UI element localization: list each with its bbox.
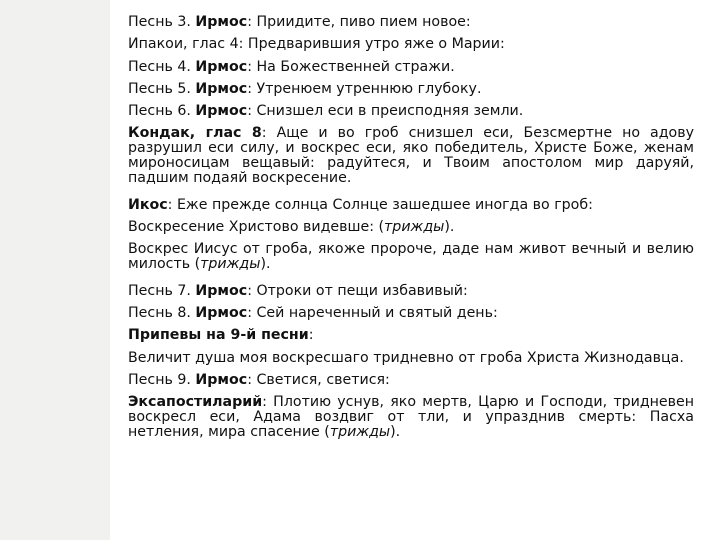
- eksapostilariy-paragraph: Эксапостиларий: Плотию уснув, яко мертв, Царю и Господи, тридневен воскресл еси, Адама воздвиг от тли, и упразднив смерть: Пасха нетления, мира спасение (трижды).: [128, 394, 694, 441]
- text-line: Величит душа моя воскресшаго тридневно от гроба Христа Жизнодавца.: [128, 349, 684, 366]
- decorative-side-band: [0, 0, 110, 540]
- text-line: Песнь 9. Ирмос: Светися, светися:: [128, 371, 390, 388]
- text-line: Песнь 5. Ирмос: Утренюем утреннюю глубоку.: [128, 80, 482, 97]
- text-line: Песнь 4. Ирмос: На Божественней стражи.: [128, 58, 455, 75]
- text-line: Ипакои, глас 4: Предварившия утро яже о Марии:: [128, 36, 505, 53]
- hymn-text-area: [128, 11, 694, 440]
- text-line: Песнь 8. Ирмос: Сей нареченный и святый день:: [128, 304, 498, 321]
- text-line: Песнь 3. Ирмос: Приидите, пиво пием новое:: [128, 14, 471, 30]
- voskres-paragraph: Воскрес Иисус от гроба, якоже пророче, даде нам живот вечный и велию милость (трижды).: [128, 241, 694, 273]
- text-line: Песнь 7. Ирмос: Отроки от пещи избавивый:: [128, 282, 468, 299]
- kondak-paragraph: Кондак, глас 8: Аще и во гроб снизшел еси, Безсмертне но адову разрушил еси силу, и воскрес еси, яко победитель, Христе Боже, женам мироносицам вещавый: радуйтеся, и Твоим апостолом мир даруяй, падшим подаяй воскресение.: [128, 125, 694, 187]
- voskresenie-line: Воскресение Христово видевше: (трижды).: [128, 219, 455, 236]
- text-line: Припевы на 9-й песни:: [128, 327, 314, 344]
- text-line: Песнь 6. Ирмос: Снизшел еси в преисподняя земли.: [128, 103, 524, 120]
- ikos-line: Икос: Еже прежде солнца Солнце зашедшее иногда во гроб:: [128, 196, 593, 213]
